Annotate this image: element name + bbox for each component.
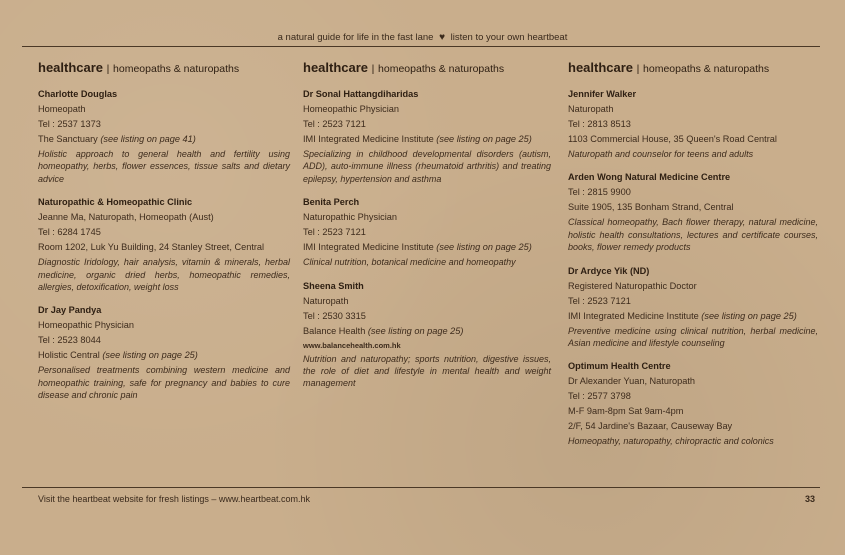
listing-name: Dr Ardyce Yik (ND) — [568, 265, 650, 276]
section-heading: healthcare | homeopaths & naturopaths — [303, 60, 505, 75]
listing-tel: Tel : 2523 7121 — [568, 295, 631, 306]
listing-entry — [568, 170, 818, 253]
tagline-left: a natural guide for life in the fast lane — [277, 32, 434, 43]
listing-entry — [568, 87, 818, 160]
listing-title: Registered Naturopathic Doctor — [568, 280, 697, 291]
header-tagline — [0, 32, 845, 43]
column-1 — [38, 60, 290, 412]
listing-org: Balance Health (see listing on page 25) — [303, 325, 464, 336]
listing-description: Homeopathy, naturopathy, chiropractic and colonics — [568, 436, 774, 447]
listing-tel: Tel : 2577 3798 — [568, 391, 631, 402]
listing-description: Diagnostic Iridology, hair analysis, vitamin & minerals, herbal medicine, organic dried herbs, homeopathic remedies, allergies, detoxification, weight loss — [38, 257, 290, 293]
column-2 — [303, 60, 551, 400]
listing-address: Suite 1905, 135 Bonham Strand, Central — [568, 202, 734, 213]
listing-name: Charlotte Douglas — [38, 89, 118, 99]
listing-name: Jennifer Walker — [568, 89, 637, 99]
listing-entry — [303, 87, 551, 185]
listing-description: Preventive medicine using clinical nutrition, herbal medicine, Asian medicine and lifestyle counseling — [568, 325, 818, 349]
listing-name: Benita Perch — [303, 197, 360, 208]
listing-entry — [38, 87, 290, 185]
listing-entry — [568, 264, 818, 350]
listing-description: Classical homeopathy, Bach flower therapy, natural medicine, holistic health consultations, lectures and certificate courses, books, flower remedy products — [568, 217, 818, 253]
listing-name: Naturopathic & Homeopathic Clinic — [38, 197, 193, 208]
listing-org: Room 1202, Luk Yu Building, 24 Stanley Street, Central — [38, 242, 265, 253]
listing-org: IMI Integrated Medicine Institute (see listing on page 25) — [568, 310, 797, 321]
footer-text: Visit the heartbeat website for fresh listings – www.heartbeat.com.hk — [38, 494, 310, 504]
listing-title: Homeopathic Physician — [38, 320, 135, 331]
listing-name: Optimum Health Centre — [568, 361, 671, 372]
listing-title: Jeanne Ma, Naturopath, Homeopath (Aust) — [38, 212, 214, 223]
listing-tel: Tel : 2523 7121 — [303, 227, 366, 238]
listing-title: Homeopathic Physician — [303, 104, 400, 114]
listing-description: Nutrition and naturopathy; sports nutrition, digestive issues, the role of diet and lifestyle in mental health and weight management — [303, 353, 551, 389]
listing-tel: Tel : 2815 9900 — [568, 187, 631, 198]
listing-entry — [568, 359, 818, 447]
listing-name: Dr Jay Pandya — [38, 305, 102, 316]
listing-org: IMI Integrated Medicine Institute (see listing on page 25) — [303, 242, 532, 253]
listing-description: Holistic approach to general health and fertility using homeopathy, herbs, flower essences, tissue salts and dietary advice — [38, 149, 290, 184]
listing-title: Naturopath — [303, 295, 349, 306]
listing-title: Naturopath — [568, 104, 614, 114]
listing-address: 2/F, 54 Jardine's Bazaar, Causeway Bay — [568, 421, 733, 432]
listing-name: Dr Sonal Hattangdiharidas — [303, 89, 419, 99]
section-heading: healthcare | homeopaths & naturopaths — [38, 60, 240, 75]
listing-org: Holistic Central (see listing on page 25) — [38, 350, 198, 361]
listing-tel: Tel : 2813 8513 — [568, 119, 631, 129]
listing-tel: Tel : 2523 7121 — [303, 119, 366, 129]
listing-entry — [38, 195, 290, 293]
listing-org: 1103 Commercial House, 35 Queen's Road Central — [568, 134, 777, 144]
section-heading: healthcare | homeopaths & naturopaths — [568, 60, 770, 75]
listing-title: Naturopathic Physician — [303, 212, 397, 223]
listing-org: IMI Integrated Medicine Institute (see listing on page 25) — [303, 134, 532, 144]
listing-tel: Tel : 2523 8044 — [38, 335, 101, 346]
listing-entry — [38, 303, 290, 401]
column-3 — [568, 60, 818, 458]
listing-org: The Sanctuary (see listing on page 41) — [38, 134, 196, 144]
listing-name: Sheena Smith — [303, 280, 364, 291]
heart-icon: ♥ — [439, 32, 445, 43]
listing-entry — [303, 195, 551, 268]
bottom-rule — [22, 487, 820, 488]
website-link[interactable]: www.balancehealth.com.hk — [303, 340, 401, 350]
listing-title: Homeopath — [38, 104, 86, 114]
tagline-right: listen to your own heartbeat — [450, 32, 568, 43]
page-number: 33 — [805, 494, 816, 504]
listing-title: Dr Alexander Yuan, Naturopath — [568, 376, 696, 387]
listing-description: Specializing in childhood developmental disorders (autism, ADD), auto-immune illness (rheumatoid arthritis) and treating epilepsy, hypertension and asthma — [303, 149, 551, 184]
listing-name: Arden Wong Natural Medicine Centre — [568, 172, 731, 183]
listing-description: Clinical nutrition, botanical medicine and homeopathy — [303, 257, 516, 268]
listing-description: Personalised treatments combining western medicine and homeopathic training, safe for pregnancy and babies to cure disease and chronic pain — [38, 365, 290, 401]
listing-tel: Tel : 2530 3315 — [303, 310, 366, 321]
listing-description: Naturopath and counselor for teens and adults — [568, 149, 754, 159]
listing-tel: Tel : 2537 1373 — [38, 119, 101, 129]
listing-entry — [303, 279, 551, 390]
listing-tel: Tel : 6284 1745 — [38, 227, 101, 238]
listing-hours: M-F 9am-8pm Sat 9am-4pm — [568, 406, 684, 417]
top-rule — [22, 46, 820, 47]
